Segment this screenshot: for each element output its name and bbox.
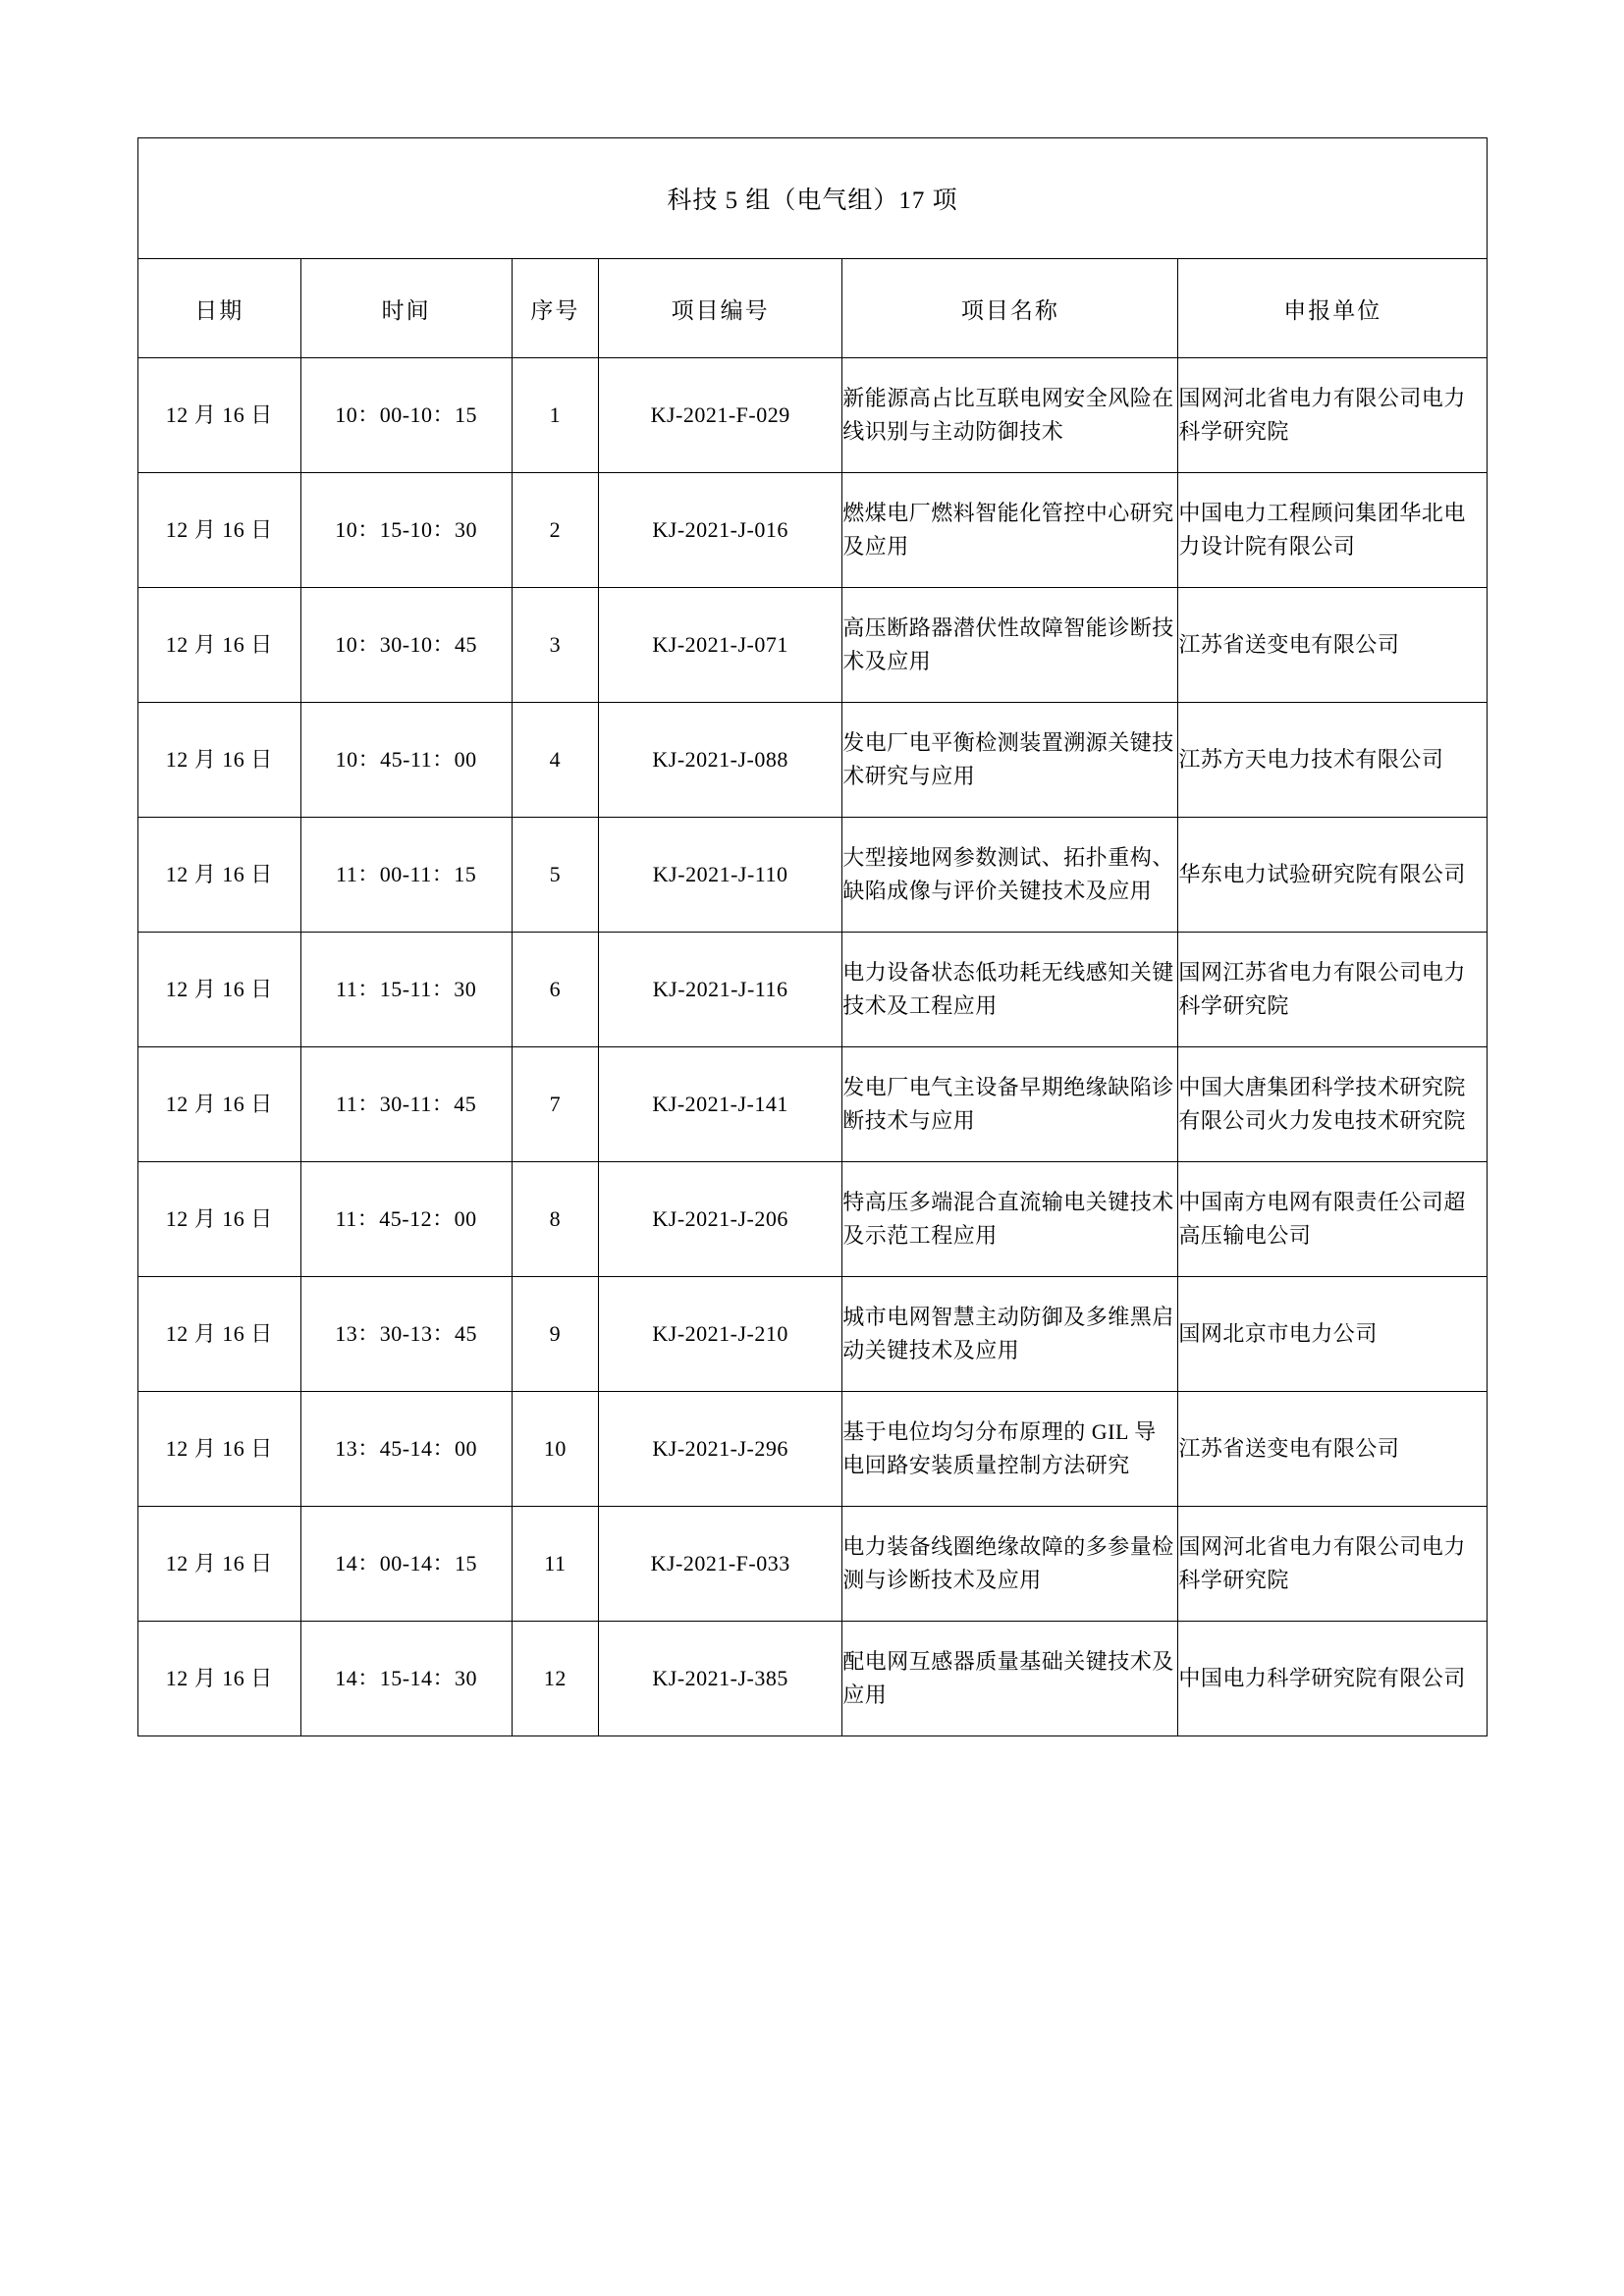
cell-date: 12 月 16 日: [138, 1162, 301, 1277]
table-row: [138, 473, 1488, 588]
cell-unit: 江苏省送变电有限公司: [1178, 1392, 1488, 1507]
cell-date: 12 月 16 日: [138, 1392, 301, 1507]
cell-code: KJ-2021-J-385: [599, 1622, 842, 1736]
cell-name: 电力设备状态低功耗无线感知关键技术及工程应用: [842, 933, 1178, 1047]
cell-date: 12 月 16 日: [138, 1047, 301, 1162]
table-row: [138, 1507, 1488, 1622]
cell-code: KJ-2021-F-029: [599, 358, 842, 473]
cell-name: 城市电网智慧主动防御及多维黑启动关键技术及应用: [842, 1277, 1178, 1392]
cell-unit: 江苏省送变电有限公司: [1178, 588, 1488, 703]
cell-name: 发电厂电平衡检测装置溯源关键技术研究与应用: [842, 703, 1178, 818]
cell-date: 12 月 16 日: [138, 358, 301, 473]
cell-date: 12 月 16 日: [138, 818, 301, 933]
column-header-date: 日期: [138, 259, 301, 358]
column-header-time: 时间: [300, 259, 512, 358]
cell-time: 10：30-10：45: [300, 588, 512, 703]
cell-date: 12 月 16 日: [138, 473, 301, 588]
cell-unit: 国网河北省电力有限公司电力科学研究院: [1178, 358, 1488, 473]
cell-no: 9: [512, 1277, 598, 1392]
cell-time: 10：15-10：30: [300, 473, 512, 588]
cell-name: 基于电位均匀分布原理的 GIL 导电回路安装质量控制方法研究: [842, 1392, 1178, 1507]
table-row: [138, 1622, 1488, 1736]
cell-name: 电力装备线圈绝缘故障的多参量检测与诊断技术及应用: [842, 1507, 1178, 1622]
cell-no: 10: [512, 1392, 598, 1507]
cell-date: 12 月 16 日: [138, 1507, 301, 1622]
cell-code: KJ-2021-J-110: [599, 818, 842, 933]
cell-no: 1: [512, 358, 598, 473]
table-row: [138, 1392, 1488, 1507]
column-header-code: 项目编号: [599, 259, 842, 358]
cell-name: 大型接地网参数测试、拓扑重构、缺陷成像与评价关键技术及应用: [842, 818, 1178, 933]
page-title: 科技 5 组（电气组）17 项: [138, 138, 1488, 259]
cell-no: 7: [512, 1047, 598, 1162]
cell-no: 3: [512, 588, 598, 703]
table-row: [138, 358, 1488, 473]
cell-no: 4: [512, 703, 598, 818]
table-row: [138, 933, 1488, 1047]
cell-name: 新能源高占比互联电网安全风险在线识别与主动防御技术: [842, 358, 1178, 473]
cell-date: 12 月 16 日: [138, 703, 301, 818]
cell-unit: 国网河北省电力有限公司电力科学研究院: [1178, 1507, 1488, 1622]
table-body: [138, 358, 1488, 1736]
cell-name: 燃煤电厂燃料智能化管控中心研究及应用: [842, 473, 1178, 588]
cell-time: 13：30-13：45: [300, 1277, 512, 1392]
cell-code: KJ-2021-J-116: [599, 933, 842, 1047]
cell-code: KJ-2021-J-296: [599, 1392, 842, 1507]
column-header-no: 序号: [512, 259, 598, 358]
table-row: [138, 1162, 1488, 1277]
column-header-unit: 申报单位: [1178, 259, 1488, 358]
table-row: [138, 818, 1488, 933]
schedule-table: [137, 137, 1488, 1736]
cell-time: 11：15-11：30: [300, 933, 512, 1047]
cell-name: 高压断路器潜伏性故障智能诊断技术及应用: [842, 588, 1178, 703]
column-header-name: 项目名称: [842, 259, 1178, 358]
cell-code: KJ-2021-J-088: [599, 703, 842, 818]
cell-no: 8: [512, 1162, 598, 1277]
cell-time: 14：00-14：15: [300, 1507, 512, 1622]
cell-no: 5: [512, 818, 598, 933]
cell-time: 13：45-14：00: [300, 1392, 512, 1507]
cell-code: KJ-2021-J-071: [599, 588, 842, 703]
cell-date: 12 月 16 日: [138, 588, 301, 703]
cell-code: KJ-2021-J-206: [599, 1162, 842, 1277]
cell-name: 配电网互感器质量基础关键技术及应用: [842, 1622, 1178, 1736]
cell-time: 10：45-11：00: [300, 703, 512, 818]
table-header-row: [138, 259, 1488, 358]
cell-unit: 中国南方电网有限责任公司超高压输电公司: [1178, 1162, 1488, 1277]
cell-unit: 江苏方天电力技术有限公司: [1178, 703, 1488, 818]
cell-unit: 国网江苏省电力有限公司电力科学研究院: [1178, 933, 1488, 1047]
table-row: [138, 1277, 1488, 1392]
cell-time: 14：15-14：30: [300, 1622, 512, 1736]
cell-code: KJ-2021-J-210: [599, 1277, 842, 1392]
cell-code: KJ-2021-J-141: [599, 1047, 842, 1162]
cell-unit: 中国电力工程顾问集团华北电力设计院有限公司: [1178, 473, 1488, 588]
cell-time: 11：00-11：15: [300, 818, 512, 933]
cell-code: KJ-2021-J-016: [599, 473, 842, 588]
cell-date: 12 月 16 日: [138, 1277, 301, 1392]
cell-unit: 华东电力试验研究院有限公司: [1178, 818, 1488, 933]
cell-time: 10：00-10：15: [300, 358, 512, 473]
cell-name: 特高压多端混合直流输电关键技术及示范工程应用: [842, 1162, 1178, 1277]
table-title-row: [138, 138, 1488, 259]
cell-name: 发电厂电气主设备早期绝缘缺陷诊断技术与应用: [842, 1047, 1178, 1162]
table-row: [138, 703, 1488, 818]
cell-unit: 中国大唐集团科学技术研究院有限公司火力发电技术研究院: [1178, 1047, 1488, 1162]
table-row: [138, 588, 1488, 703]
cell-no: 11: [512, 1507, 598, 1622]
cell-time: 11：30-11：45: [300, 1047, 512, 1162]
cell-no: 6: [512, 933, 598, 1047]
cell-code: KJ-2021-F-033: [599, 1507, 842, 1622]
cell-no: 2: [512, 473, 598, 588]
cell-unit: 中国电力科学研究院有限公司: [1178, 1622, 1488, 1736]
cell-date: 12 月 16 日: [138, 933, 301, 1047]
cell-date: 12 月 16 日: [138, 1622, 301, 1736]
cell-unit: 国网北京市电力公司: [1178, 1277, 1488, 1392]
table-row: [138, 1047, 1488, 1162]
cell-time: 11：45-12：00: [300, 1162, 512, 1277]
cell-no: 12: [512, 1622, 598, 1736]
